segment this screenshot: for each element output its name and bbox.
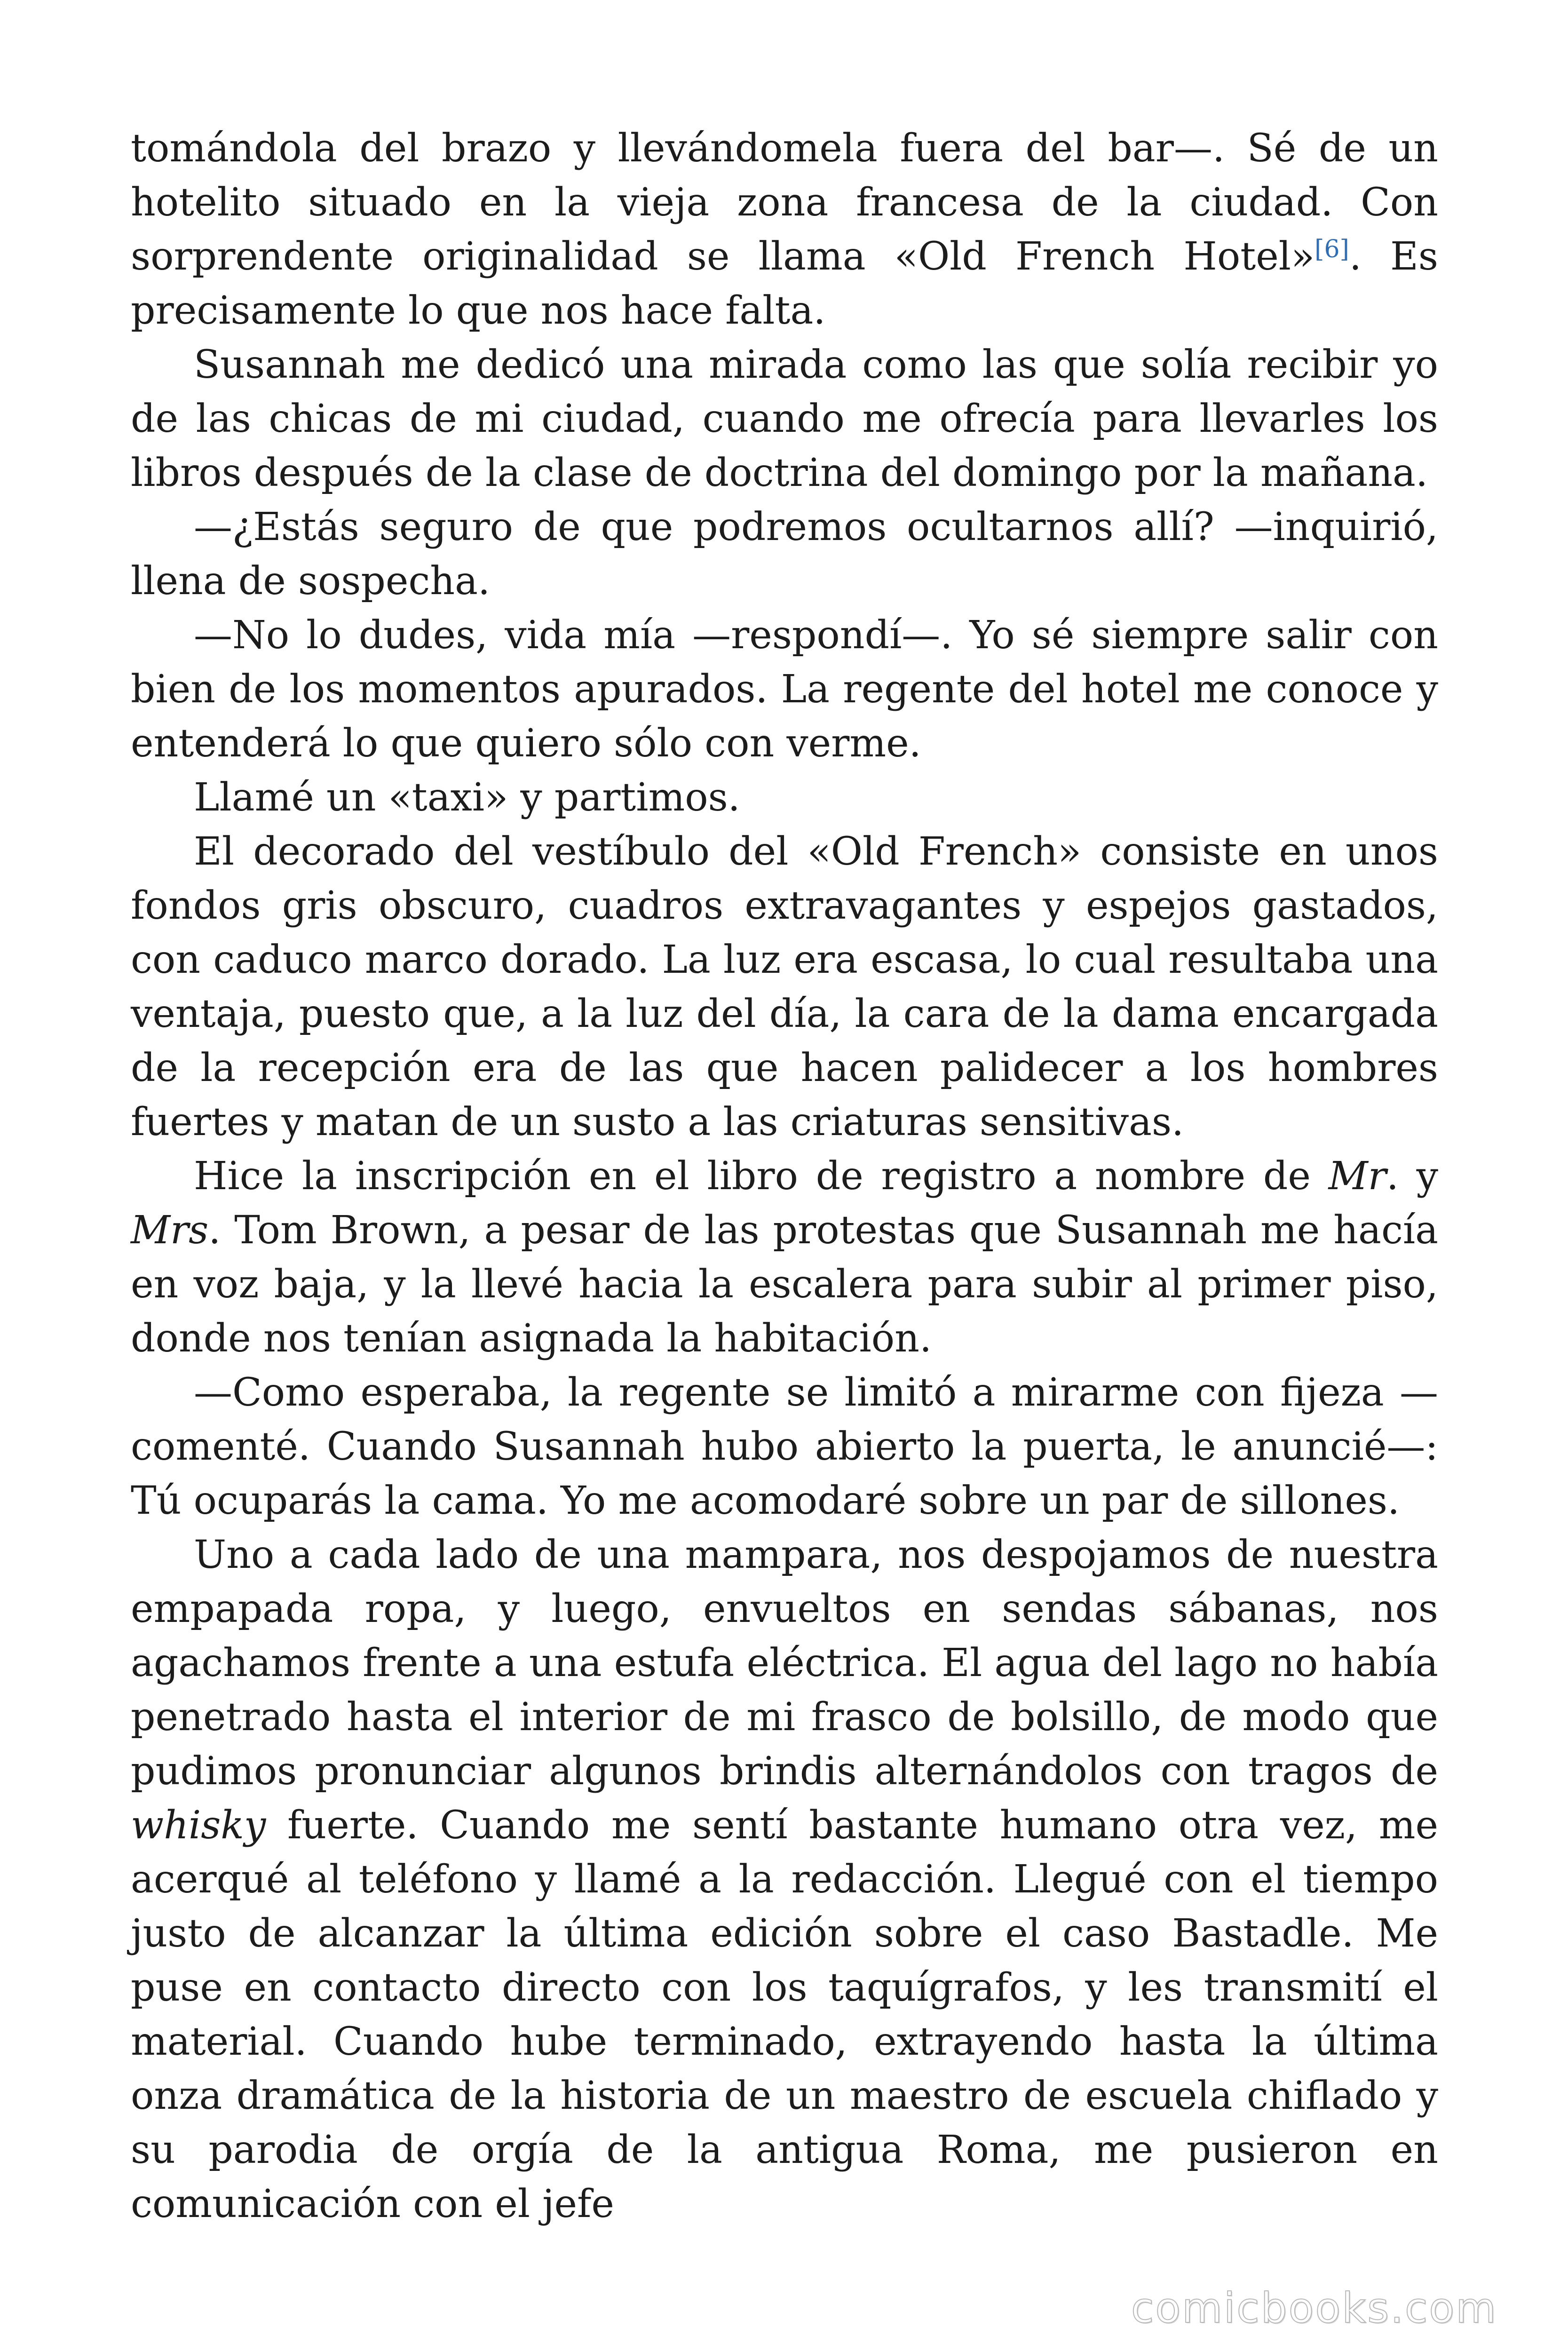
paragraph-text: . y — [1386, 1154, 1438, 1199]
paragraph-text: Uno a cada lado de una mampara, nos despojamos de nuestra empapada ropa, y luego, envueltos en sendas sábanas, nos agachamos frente a una estufa eléctrica. El agua del lago no había penetrado hasta el interior de mi frasco de bolsillo, de modo que pudimos pronunciar algunos brindis alternándolos con tragos de — [131, 1533, 1438, 1794]
watermark: comicbooks.com — [1131, 2284, 1497, 2332]
paragraph-text: . Es precisamente lo que nos hace falta. — [131, 234, 1439, 333]
footnote-link[interactable]: [6] — [1315, 235, 1349, 263]
paragraph: Susannah me dedicó una mirada como las que solía recibir yo de las chicas de mi ciudad, cuando me ofrecía para llevarles los libros después de la clase de doctrina del domingo por la mañana. — [131, 342, 1438, 495]
paragraph: —No lo dudes, vida mía —respondí—. Yo sé siempre salir con bien de los momentos apurados. La regente del hotel me conoce y entenderá lo que quiero sólo con verme. — [131, 613, 1438, 766]
emphasis-text: Mrs — [131, 1208, 209, 1253]
paragraph-text: fuerte. Cuando me sentí bastante humano otra vez, me acerqué al teléfono y llamé a la redacción. Llegué con el tiempo justo de alcanzar la última edición sobre el caso Bastadle. Me puse en contacto directo con los taquígrafos, y les transmití el material. Cuando hube terminado, extrayendo hasta la última onza dramática de la historia de un maestro de escuela chiflado y su parodia de orgía de la antigua Roma, me pusieron en comunicación con el jefe — [131, 1803, 1438, 2226]
paragraph — [131, 121, 1438, 338]
paragraph: —Como esperaba, la regente se limitó a mirarme con fijeza —comenté. Cuando Susannah hubo abierto la puerta, le anuncié—: Tú ocuparás la cama. Yo me acomodaré sobre un par de sillones. — [131, 1370, 1438, 1523]
page-body — [131, 121, 1438, 2231]
paragraph: El decorado del vestíbulo del «Old French» consiste en unos fondos gris obscuro, cuadros extravagantes y espejos gastados, con caduco marco dorado. La luz era escasa, lo cual resultaba una ventaja, puesto que, a la luz del día, la cara de la dama encargada de la recepción era de las que hacen palidecer a los hombres fuertes y matan de un susto a las criaturas sensitivas. — [131, 829, 1438, 1144]
emphasis-text: whisky — [131, 1803, 266, 1848]
paragraph: —¿Estás seguro de que podremos ocultarnos allí? —inquirió, llena de sospecha. — [131, 505, 1438, 604]
paragraph: Llamé un «taxi» y partimos. — [194, 775, 740, 820]
paragraph-text: Hice la inscripción en el libro de registro a nombre de — [194, 1154, 1329, 1199]
paragraph-text: . Tom Brown, a pesar de las protestas que Susannah me hacía en voz baja, y la llevé hacia la escalera para subir al primer piso, donde nos tenían asignada la habitación. — [131, 1208, 1438, 1361]
paragraph — [131, 1149, 1438, 1366]
emphasis-text: Mr — [1328, 1154, 1386, 1199]
paragraph — [131, 1528, 1438, 2231]
paragraph-text: tomándola del brazo y llevándomela fuera del bar—. Sé de un hotelito situado en la vieja zona francesa de la ciudad. Con sorprendente originalidad se llama «Old French Hotel» — [131, 126, 1438, 279]
